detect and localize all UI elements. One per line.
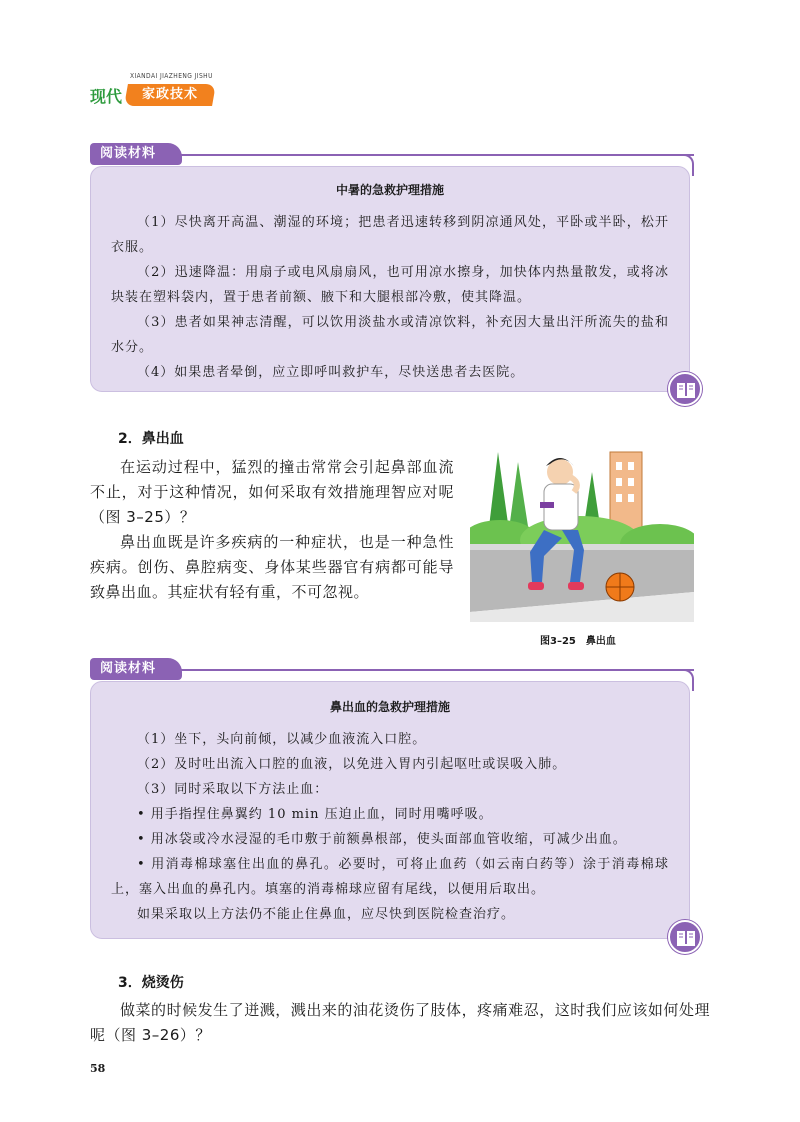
reading-divider-2 bbox=[178, 669, 694, 671]
reading2-para-2: （2）及时吐出流入口腔的血液，以免进入胃内引起呕吐或误吸入肺。 bbox=[137, 757, 567, 772]
reading2-bullet-3: • 用消毒棉球塞住出血的鼻孔。必要时，可将止血药（如云南白药等）涂于消毒棉球上，塞入出血的鼻孔内。填塞的消毒棉球应留有尾线，以便用后取出。 bbox=[111, 857, 669, 897]
page-number: 58 bbox=[90, 1062, 106, 1075]
reading-box-2 bbox=[90, 681, 690, 939]
nosebleed-illustration bbox=[470, 432, 694, 622]
book-icon bbox=[668, 920, 702, 954]
reading1-para-3: （3）患者如果神志清醒，可以饮用淡盐水或清凉饮料，补充因大量出汗所流失的盐和水分。 bbox=[111, 315, 669, 355]
reading-divider-1 bbox=[178, 154, 694, 156]
section-3-title: 3．烧烫伤 bbox=[118, 975, 184, 991]
header-tag bbox=[124, 84, 216, 106]
section-2-para-1: 在运动过程中，猛烈的撞击常常会引起鼻部血流不止，对于这种情况，如何采取有效措施理智应对呢（图 3–25）？ bbox=[90, 458, 454, 526]
reading-title-1: 中暑的急救护理措施 bbox=[335, 183, 444, 197]
reading-tab-2: 阅读材料 bbox=[90, 658, 182, 680]
reading1-para-4: （4）如果患者晕倒，应立即呼叫救护车，尽快送患者去医院。 bbox=[137, 365, 525, 380]
reading2-para-last: 如果采取以上方法仍不能止住鼻血，应尽快到医院检查治疗。 bbox=[137, 907, 516, 922]
reading2-para-1: （1）坐下，头向前倾，以减少血液流入口腔。 bbox=[137, 732, 427, 747]
header-prefix: 现代 bbox=[90, 87, 123, 106]
reading2-para-3: （3）同时采取以下方法止血： bbox=[137, 782, 329, 797]
section-3-body bbox=[90, 998, 710, 1048]
section-2-title: 2．鼻出血 bbox=[118, 431, 184, 447]
reading1-para-2: （2）迅速降温：用扇子或电风扇扇风，也可用凉水擦身，加快体内热量散发，或将冰块装在塑料袋内，置于患者前额、腋下和大腿根部冷敷，使其降温。 bbox=[111, 265, 669, 305]
header-tag-text: 家政技术 bbox=[141, 87, 198, 102]
reading-box-1 bbox=[90, 166, 690, 392]
reading2-bullet-1: • 用手指捏住鼻翼约 10 min 压迫止血，同时用嘴呼吸。 bbox=[137, 807, 493, 822]
reading2-bullet-2: • 用冰袋或冷水浸湿的毛巾敷于前额鼻根部，使头面部血管收缩，可减少出血。 bbox=[137, 832, 627, 847]
book-icon bbox=[668, 372, 702, 406]
reading1-para-1: （1）尽快离开高温、潮湿的环境；把患者迅速转移到阴凉通风处，平卧或半卧，松开衣服。 bbox=[111, 215, 669, 255]
section-3-para-1: 做菜的时候发生了迸溅，溅出来的油花烫伤了肢体，疼痛难忍，这时我们应该如何处理呢（图 3–26）？ bbox=[90, 1001, 710, 1044]
section-2-para-2: 鼻出血既是许多疾病的一种症状，也是一种急性疾病。创伤、鼻腔病变、身体某些器官有病都可能导致鼻出血。其症状有轻有重，不可忽视。 bbox=[90, 533, 454, 601]
section-2-body bbox=[90, 455, 454, 605]
reading-tab-1: 阅读材料 bbox=[90, 143, 182, 165]
page-header bbox=[90, 72, 290, 112]
figure-caption-3-25: 图3–25 鼻出血 bbox=[540, 636, 616, 647]
header-pinyin: XIANDAI JIAZHENG JISHU bbox=[130, 72, 213, 80]
reading-title-2: 鼻出血的急救护理措施 bbox=[329, 700, 450, 714]
